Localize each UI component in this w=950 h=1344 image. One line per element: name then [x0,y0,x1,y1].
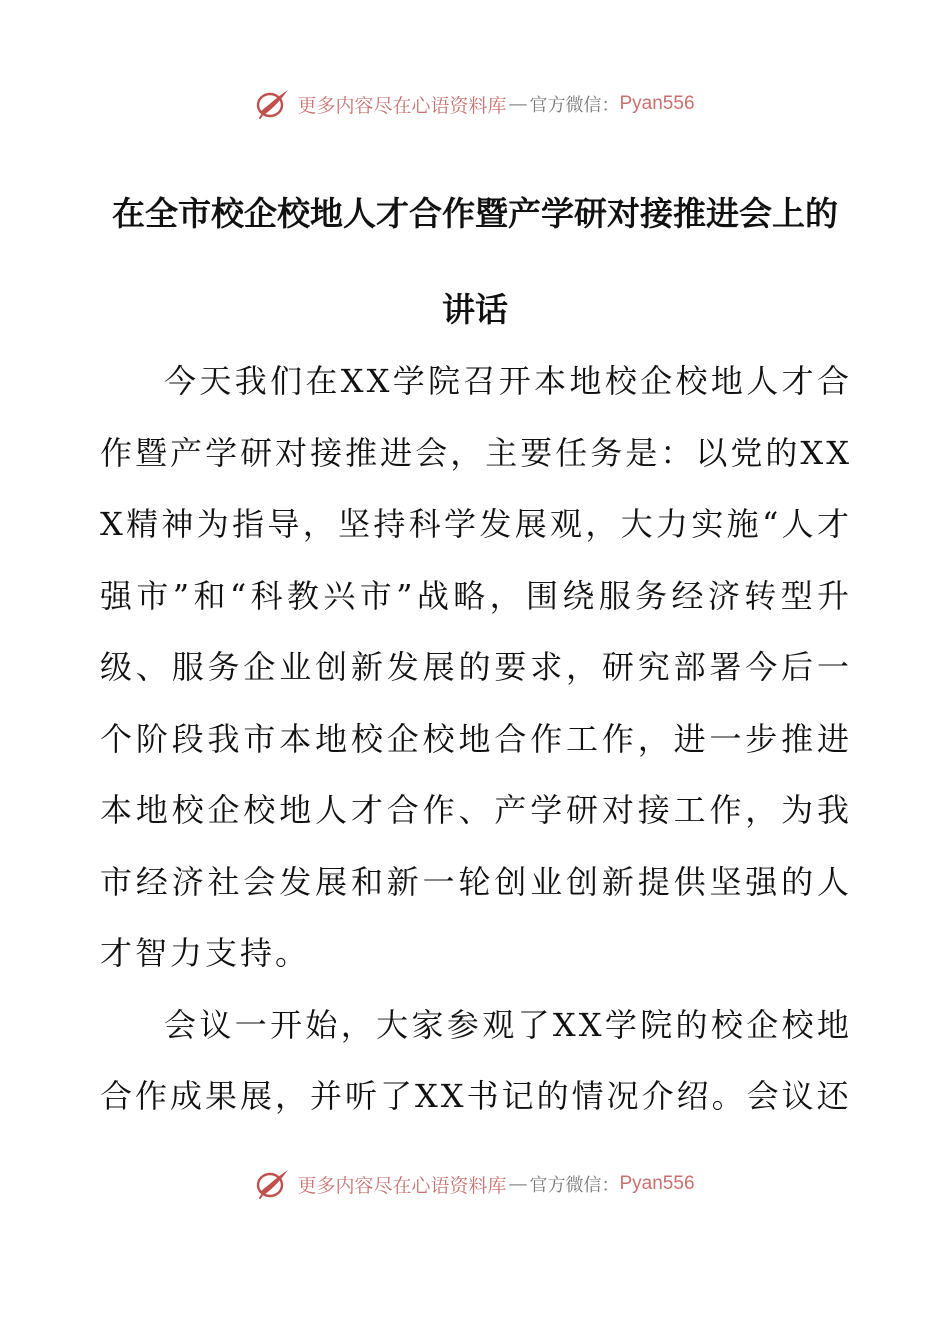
watermark-label: 官方微信： [529,95,620,116]
watermark-text: 更多内容尽在心语资料库 [297,1174,507,1197]
watermark-text: 更多内容尽在心语资料库 [297,94,507,117]
footer-watermark [0,1164,950,1204]
watermark-separator: — [508,1173,528,1195]
paragraph-2: 会议一开始，大家参观了XX学院的校企校地合作成果展，并听了XX书记的情况介绍。会议还 [100,1005,852,1115]
watermark-separator: — [508,93,528,115]
watermark-id: Pyan556 [619,1173,695,1194]
watermark-id: Pyan556 [619,93,695,114]
watermark-label: 官方微信： [529,1175,620,1196]
header-watermark [0,84,950,124]
quill-logo-icon [255,1167,291,1201]
paragraph-1: 今天我们在XX学院召开本地校企校地人才合作暨产学研对接推进会，主要任务是：以党的XXX精神为指导，坚持科学发展观，大力实施“人才强市”和“科教兴市”战略，围绕服务经济转型升级、服务企业创新发展的要求，研究部署今后一个阶段我市本地校企校地合作工作，进一步推进本地校企校地人才合作、产学研对接工作，为我市经济社会发展和新一轮创业创新提供坚强的人才智力支持。 [100,362,852,972]
document-title: 在全市校企校地人才合作暨产学研对接推进会上的讲话 [112,194,838,329]
document-body [100,346,852,1133]
quill-logo-icon [255,87,291,121]
